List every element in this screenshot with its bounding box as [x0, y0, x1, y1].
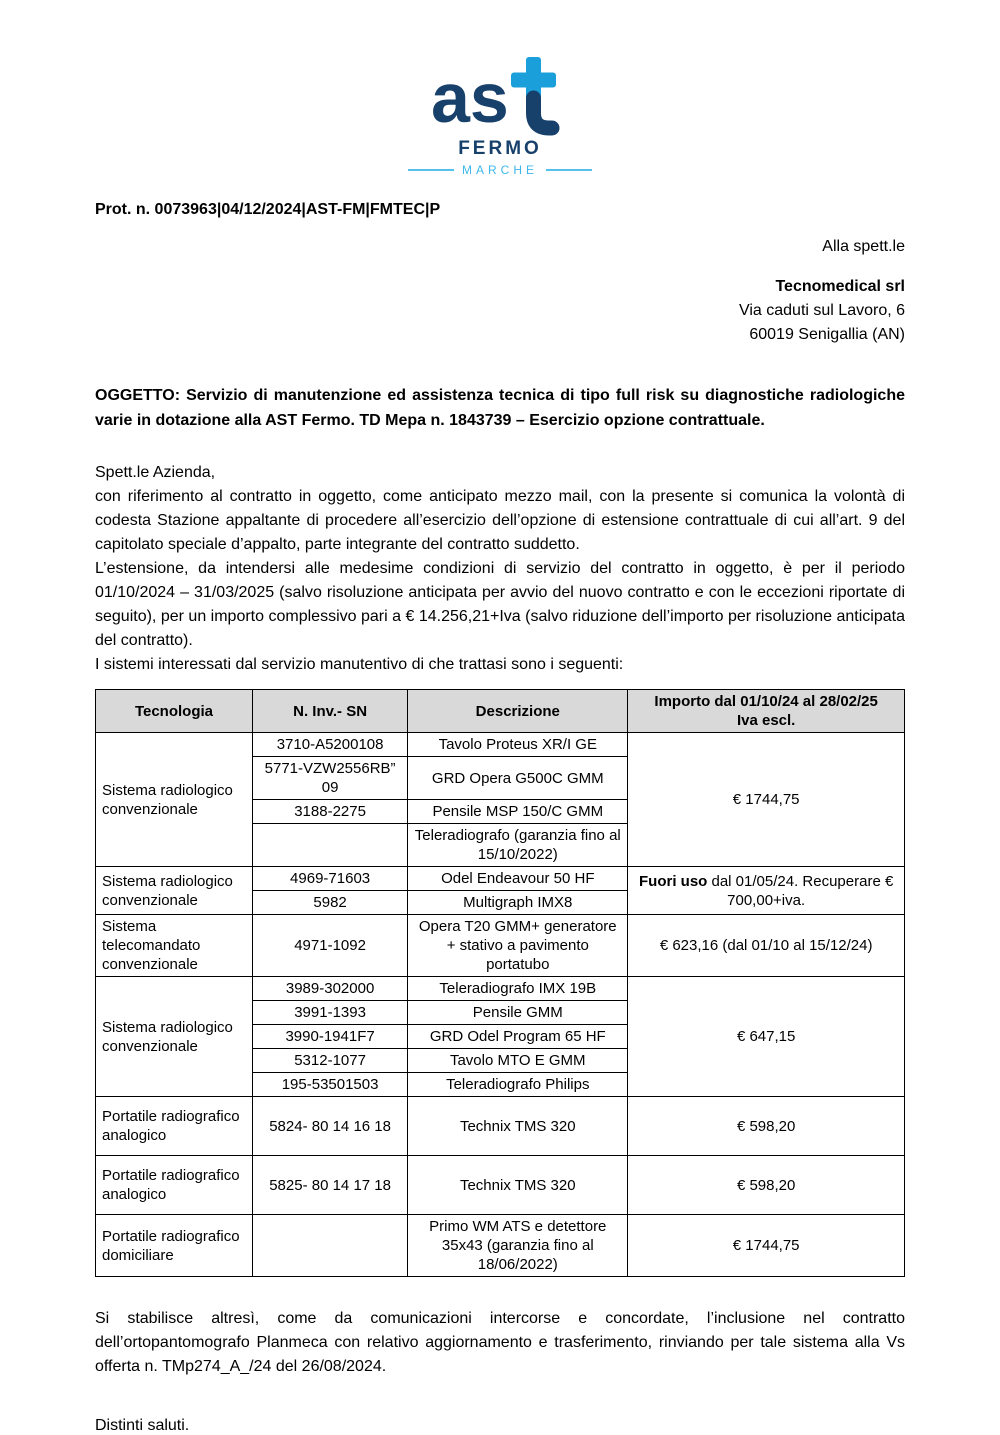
recipient-salutation: Alla spett.le [822, 238, 905, 255]
description-cell: Teleradiografo Philips [408, 1073, 628, 1097]
equipment-table [95, 689, 905, 1277]
description-cell: Teleradiografo (garanzia fino al 15/10/2022) [408, 824, 628, 867]
col-header-importo-line2: Iva escl. [736, 712, 796, 729]
inventory-cell: 3710-A5200108 [252, 733, 407, 757]
recipient-name: Tecnomedical srl [775, 278, 905, 295]
inventory-cell: 3188-2275 [252, 800, 407, 824]
inventory-cell: 195-53501503 [252, 1073, 407, 1097]
description-cell: Pensile MSP 150/C GMM [408, 800, 628, 824]
inventory-cell [252, 1215, 407, 1277]
inventory-cell: 4969-71603 [252, 867, 407, 891]
description-cell: GRD Opera G500C GMM [408, 757, 628, 800]
tech-cell: Portatile radiografico analogico [96, 1097, 253, 1156]
inventory-cell: 5824- 80 14 16 18 [252, 1097, 407, 1156]
logo-rule-right [546, 169, 592, 171]
table-row [96, 1215, 905, 1277]
tech-cell: Sistema radiologico convenzionale [96, 733, 253, 867]
description-cell: Technix TMS 320 [408, 1156, 628, 1215]
amount-cell: € 598,20 [628, 1097, 905, 1156]
table-header-row [96, 690, 905, 733]
amount-cell: € 623,16 (dal 01/10 al 15/12/24) [628, 915, 905, 977]
col-header-importo [628, 690, 905, 733]
description-cell: Tavolo MTO E GMM [408, 1049, 628, 1073]
amount-note: dal 01/05/24. Recuperare € 700,00+iva. [707, 872, 894, 909]
logo-t-stem [534, 98, 553, 128]
amount-cell: € 1744,75 [628, 733, 905, 867]
body-paragraph-1: con riferimento al contratto in oggetto, come anticipato mezzo mail, con la presente si comunica la volontà di codesta Stazione appaltante di procedere all’esercizio dell’opzione di estensione contrattuale di cui all’art. 9 del capitolato speciale d’appalto, parte integrante del contratto suddetto. [95, 488, 905, 553]
logo-marche-text: MARCHE [461, 163, 538, 177]
logo-rule-left [408, 169, 454, 171]
inventory-cell: 3991-1393 [252, 1001, 407, 1025]
table-row [96, 915, 905, 977]
inventory-cell: 5825- 80 14 17 18 [252, 1156, 407, 1215]
body-paragraph-3: I sistemi interessati dal servizio manutentivo di che trattasi sono i seguenti: [95, 656, 624, 673]
table-row [96, 1156, 905, 1215]
amount-cell [628, 867, 905, 915]
amount-bold-note: Fuori uso [639, 872, 708, 890]
description-cell: Opera T20 GMM+ generatore + stativo a pavimento portatubo [408, 915, 628, 977]
signoff-line: Distinti saluti. [95, 1417, 190, 1434]
inventory-cell: 3990-1941F7 [252, 1025, 407, 1049]
table-row [96, 977, 905, 1001]
recipient-street: Via caduti sul Lavoro, 6 [738, 302, 905, 319]
logo-fermo-text: FERMO [458, 138, 542, 159]
col-header-inventario: N. Inv.- SN [252, 690, 407, 733]
inventory-cell: 4971-1092 [252, 915, 407, 977]
ast-logo-mark [429, 56, 571, 136]
description-cell: GRD Odel Program 65 HF [408, 1025, 628, 1049]
inventory-cell: 5771-VZW2556RB” 09 [252, 757, 407, 800]
description-cell: Technix TMS 320 [408, 1097, 628, 1156]
inventory-cell: 5982 [252, 891, 407, 915]
table-row [96, 733, 905, 757]
tech-cell: Sistema radiologico convenzionale [96, 977, 253, 1097]
logo-marche-row [408, 163, 592, 177]
recipient-block [95, 235, 905, 347]
description-cell: Primo WM ATS e detettore 35x43 (garanzia fino al 18/06/2022) [408, 1215, 628, 1277]
inventory-cell [252, 824, 407, 867]
recipient-city: 60019 Senigallia (AN) [749, 326, 905, 343]
description-cell: Teleradiografo IMX 19B [408, 977, 628, 1001]
inventory-cell: 5312-1077 [252, 1049, 407, 1073]
ast-logo [95, 56, 905, 177]
description-cell: Tavolo Proteus XR/I GE [408, 733, 628, 757]
letter-body [95, 461, 905, 677]
closing-paragraph: Si stabilisce altresì, come da comunicazioni intercorse e concordate, l’inclusione nel contratto dell’ortopantomografo Planmeca con relativo aggiornamento e trasferimento, rinviando per tale sistema alla Vs offerta n. TMp274_A_/24 del 26/08/2024. [95, 1310, 905, 1375]
amount-cell: € 1744,75 [628, 1215, 905, 1277]
amount-cell: € 647,15 [628, 977, 905, 1097]
protocol-line: Prot. n. 0073963|04/12/2024|AST-FM|FMTEC|P [95, 201, 441, 218]
body-paragraph-2: L’estensione, da intendersi alle medesime condizioni di servizio del contratto in oggetto, è per il periodo 01/10/2024 – 31/03/2025 (salvo risoluzione anticipata per avvio del nuovo contratto e con le eccezioni riportate di seguito), per un importo complessivo pari a € 14.256,21+Iva (salvo riduzione dell’importo per risoluzione anticipata del contratto). [95, 560, 905, 649]
tech-cell: Portatile radiografico analogico [96, 1156, 253, 1215]
tech-cell: Sistema telecomandato convenzionale [96, 915, 253, 977]
col-header-tecnologia: Tecnologia [96, 690, 253, 733]
greeting-line: Spett.le Azienda, [95, 464, 216, 481]
description-cell: Pensile GMM [408, 1001, 628, 1025]
col-header-importo-line1: Importo dal 01/10/24 al 28/02/25 [654, 693, 878, 710]
amount-cell: € 598,20 [628, 1156, 905, 1215]
col-header-descrizione: Descrizione [408, 690, 628, 733]
inventory-cell: 3989-302000 [252, 977, 407, 1001]
table-row [96, 1097, 905, 1156]
subject-paragraph: OGGETTO: Servizio di manutenzione ed assistenza tecnica di tipo full risk su diagnostiche radiologiche varie in dotazione alla AST Fermo. TD Mepa n. 1843739 – Esercizio opzione contrattuale. [95, 387, 905, 429]
logo-as-letters: as [431, 59, 509, 136]
tech-cell: Sistema radiologico convenzionale [96, 867, 253, 915]
tech-cell: Portatile radiografico domiciliare [96, 1215, 253, 1277]
description-cell: Odel Endeavour 50 HF [408, 867, 628, 891]
description-cell: Multigraph IMX8 [408, 891, 628, 915]
table-row [96, 867, 905, 891]
